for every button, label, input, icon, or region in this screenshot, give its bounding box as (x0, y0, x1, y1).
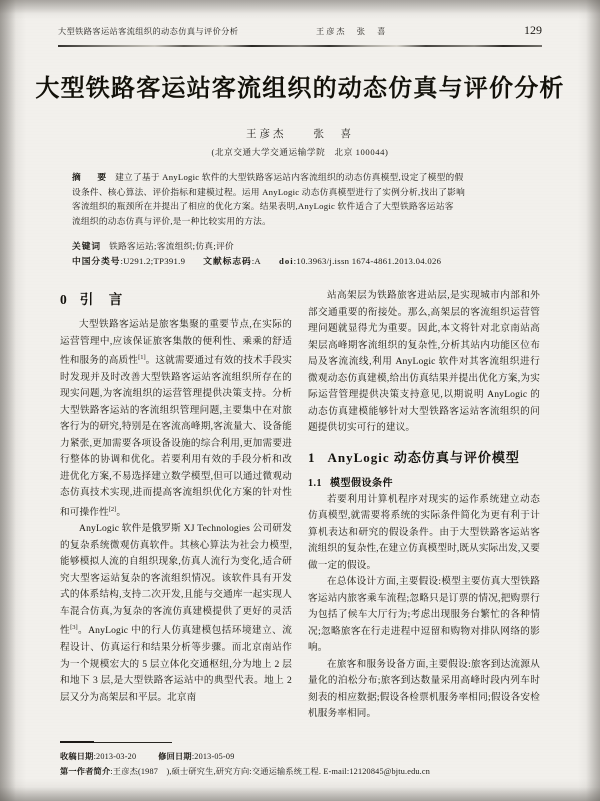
keywords-line (72, 239, 532, 254)
revised-date-value: :2013-05-09 (191, 752, 235, 761)
abstract-line-1 (72, 170, 532, 185)
section-heading-intro (60, 288, 292, 308)
right-column (308, 288, 540, 723)
author-bio-label: 第一作者简介 (60, 766, 111, 776)
abstract-block (72, 170, 532, 228)
author-bio-value: :王彦杰(1987 ),硕士研究生,研究方向:交通运输系统工程. E-mail:12120845@bjtu.edu.cn (110, 766, 431, 776)
section-heading-model (308, 447, 540, 466)
article-title: 大型铁路客运站客流组织的动态仿真与评价分析 (35, 76, 565, 102)
scan-edge-shadow-bottom (0, 787, 600, 801)
article-affiliation: (北京交通大学交通运输学院 北京 100044) (211, 147, 389, 157)
keywords-label: 关键词 (72, 241, 102, 251)
abstract-line-3: 客流组织的瓶颈所在并提出了相应的优化方案。结果表明,AnyLogic 软件适合了大型铁路客运站客 (72, 201, 454, 212)
assumptions-paragraph-1: 若要利用计算机程序对现实的运作系统建立动态仿真模型,就需要将系统的实际条件简化为更有利于计算机表达和研究的假设条件。由于大型铁路客运站客流组织的复杂性,在建立仿真模型时,既从实际出发,又要做一定的假设。 (308, 493, 540, 571)
assumptions-paragraph-3: 在旅客和服务设备方面,主要假设:旅客到达流源从量化的泊松分布;旅客到达数量采用高峰时段内列车时刻表的相应数据;假设各检票机服务率相同;假设各安检机服务率相同。 (308, 658, 540, 719)
left-column (60, 288, 292, 706)
keywords-value: 铁路客运站;客流组织;仿真;评价 (109, 241, 235, 251)
doi-label: doi (279, 256, 294, 266)
footnote-rule-accent (60, 741, 94, 743)
running-head-title: 大型铁路客运站客流组织的动态仿真与评价分析 (58, 27, 239, 36)
abstract-label: 摘 要 (72, 172, 111, 182)
doi-value: :10.3963/j.issn 1674-4861.2013.04.026 (293, 256, 442, 266)
subsection-heading-assumptions (308, 474, 540, 489)
page-number: 129 (524, 23, 542, 37)
received-date-label: 收稿日期 (60, 752, 94, 761)
intro-paragraph-2: AnyLogic 软件是俄罗斯 XJ Technologies 公司研发的复杂系统微观仿真软件。其核心算法为社会力模型,能够模拟人流的自组织现象,仿真人流行为变化,适合研究大型客运站复杂的客流组织情况。该软件具有开发式的体系结构,支持二次开发,且能与交通库一起实现人车混合仿真,为复杂的客流仿真建模提供了更好的灵活性[3]。AnyLogic 中的行人仿真建模包括环境建立、流程设计、仿真运行和结果分析等步骤。而北京南站作为一个规模宏大的 5 层立体化交通枢纽,分为地上 2 层和地下 3 层,是大型铁路客运站中的典型代表。地上 2 层又分为高架层和平层。北京南 (60, 523, 293, 703)
indexing-block (72, 239, 532, 269)
intro-continuation-paragraph: 站高架层为铁路旅客进站层,是实现城市内部和外部交通重要的衔接处。那么,高架层的客流组织运营管理问题就显得尤为重要。因此,本文将针对北京南站高架层高峰期客流组织的复杂性,分析其站内功能区位布局及客流流线,利用 AnyLogic 软件对其客流组织进行微观动态仿真建模,给出仿真结果并提出优化方案,为实际运营管理提供决策支持意见,以期说明 AnyLogic 的动态仿真建模能够针对大型铁路客运站客流组织的问题提供切实可行的建议。 (308, 290, 540, 433)
clc-segment (72, 256, 185, 266)
scan-edge-shadow-left (0, 0, 16, 801)
received-date-value: :2013-03-20 (93, 752, 137, 761)
scan-edge-shadow-right (586, 0, 600, 801)
subsection-title-assumptions: 模型假设条件 (330, 477, 393, 489)
abstract-line-2: 设条件、核心算法、评价指标和建模过程。运用 AnyLogic 动态仿真模型进行了实例分析,找出了影响 (72, 186, 466, 197)
intro-paragraph-1: 大型铁路客运站是旅客集聚的重要节点,在实际的运营管理中,应该保证旅客集散的便利性、乘乘的舒适性和服务的高质性[1]。这就需要通过有效的技术手段实时发现并及时改善大型铁路客运站客流组织所存在的现实问题,为客流组织的运营管理提供决策支持。分析大型铁路客运站的客流组织管理问题,主要集中在对旅客行为的研究,特别是在客流高峰期,客流量大、设备能力紧张,更加需要各项设备设施的综合利用,更加需要进行整体的协调和优化。若要利用有效的手段分析和改进优化方案,不易选择建立数学模型,但可以通过微观动态仿真技术实现,进而提高客流组织优化方案的针对性和可操作性[2]。 (60, 319, 293, 518)
clc-label: 中国分类号 (72, 256, 121, 266)
assumptions-paragraph-2: 在总体设计方面,主要假设:模型主要仿真大型铁路客运站内旅客乘车流程;忽略只是订票的情况,把购票行为包括了候车大厅行为;考虑出现服务台繁忙的各种情况;忽略旅客在行走进程中逗留和购物对排队网络的影响。 (308, 576, 540, 653)
section-title-model: AnyLogic 动态仿真与评价模型 (327, 449, 520, 465)
section-number-intro: 0 (60, 292, 68, 307)
footnote-block (60, 750, 544, 779)
clc-value: :U291.2;TP391.9 (120, 256, 186, 266)
doi-segment (279, 256, 441, 266)
author-bio-line (60, 765, 544, 780)
doc-code-label: 文献标志码 (203, 256, 252, 266)
running-head-authors: 王彦杰 张 喜 (316, 27, 388, 36)
doc-code-value: :A (251, 256, 262, 266)
section-title-intro: 引 言 (79, 292, 124, 307)
dates-line (60, 750, 544, 765)
section-number-model: 1 (308, 449, 316, 465)
abstract-line-4: 流组织的动态仿真与评价,是一种比较实用的方法。 (72, 215, 272, 226)
classification-line (72, 254, 532, 269)
running-head (58, 23, 542, 42)
scan-edge-shadow-top (0, 0, 600, 14)
revised-date-label: 修回日期 (158, 752, 192, 761)
abstract-text-1: 建立了基于 AnyLogic 软件的大型铁路客运站内客流组织的动态仿真模型,设定了模型的假 (115, 172, 464, 182)
doc-code-segment (203, 256, 261, 266)
header-rule (58, 45, 542, 47)
article-authors: 王彦杰 张 喜 (246, 129, 354, 140)
subsection-number-assumptions: 1.1 (308, 477, 322, 489)
